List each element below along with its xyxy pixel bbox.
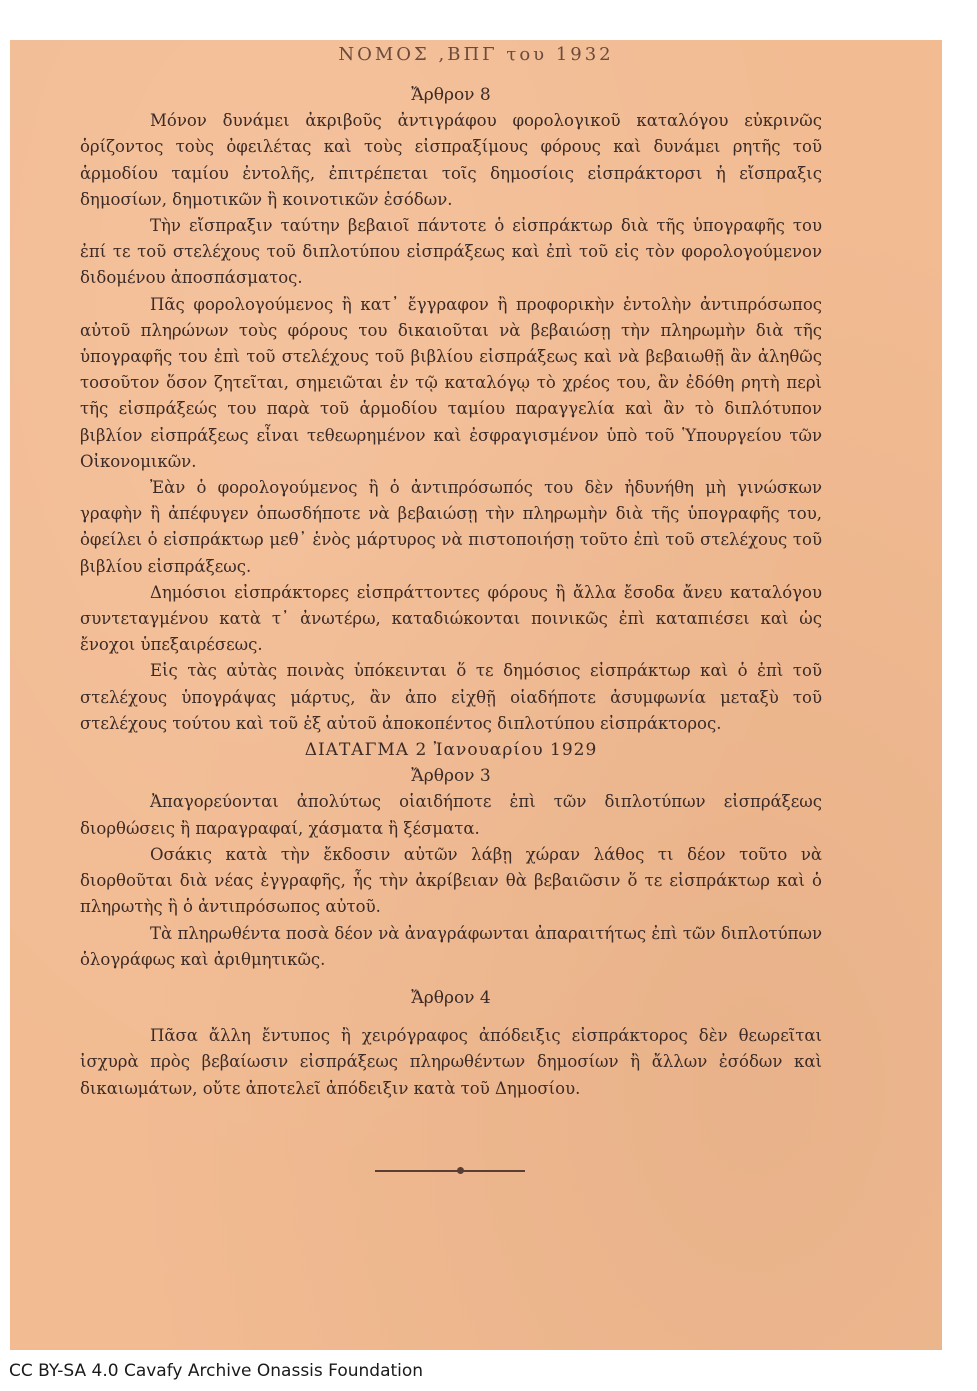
article-8-heading: Ἄρθρον 8 (411, 85, 491, 105)
article-8-paragraph-1: Μόνον δυνάμει ἀκριβοῦς ἀντιγράφου φορολογικοῦ καταλόγου εὐκρινῶς ὁρίζοντος τοὺς ὀφειλέτας καὶ τοὺς εἰσπραξίμους φόρους καὶ δυνάμει ρητῆς τοῦ ἁρμοδίου ταμίου ἐντολῆς, ἐπιτρέπεται τοῖς δημοσίοις εἰσπράκτορσι ἡ εἴσπραξις δημοσίων, δημοτικῶν ἢ κοινοτικῶν ἐσόδων. (80, 111, 822, 209)
divider-ornament-icon (457, 1167, 464, 1174)
article-3-paragraph-3: Τὰ πληρωθέντα ποσὰ δέον νὰ ἀναγράφωνται ἀπαραιτήτως ἐπὶ τῶν διπλοτύπων ὁλογράφως καὶ ἀριθμητικῶς. (80, 923, 822, 969)
spacer (80, 973, 822, 985)
document-page (10, 40, 942, 1350)
article-8-paragraph-2: Τὴν εἴσπραξιν ταύτην βεβαιοῖ πάντοτε ὁ εἰσπράκτωρ διὰ τῆς ὑπογραφῆς του ἐπί τε τοῦ στελέχους τοῦ διπλοτύπου εἰσπράξεως καὶ ἐπὶ τοῦ εἰς τὸν φορολογούμενον διδομένου ἀποσπάσματος. (80, 216, 822, 288)
closing-divider (375, 1170, 525, 1172)
document-body (80, 82, 822, 1102)
article-3-paragraph-2: Οσάκις κατὰ τὴν ἔκδοσιν αὐτῶν λάβῃ χώραν λάθος τι δέον τοῦτο νὰ διορθοῦται διὰ νέας ἐγγραφῆς, ἧς τὴν ἀκρίβειαν θὰ βεβαιῶσιν ὅ τε εἰσπράκτωρ καὶ ὁ πληρωτὴς ἢ ὁ ἀντιπρόσωπος αὐτοῦ. (80, 844, 822, 917)
page-header: ΝΟΜΟΣ ,ΒΠΓ του 1932 (338, 44, 614, 65)
article-4-paragraph-1: Πᾶσα ἄλλη ἔντυπος ἢ χειρόγραφος ἀπόδειξις εἰσπράκτορος δὲν θεωρεῖται ἰσχυρὰ πρὸς βεβαίωσιν εἰσπράξεως πληρωθέντων δημοσίων ἢ ἄλλων ἐσόδων καὶ δικαιωμάτων, οὔτε ἀποτελεῖ ἀπόδειξιν κατὰ τοῦ Δημοσίου. (80, 1026, 822, 1098)
article-8-paragraph-6: Εἰς τὰς αὐτὰς ποινὰς ὑπόκεινται ὅ τε δημόσιος εἰσπράκτωρ καὶ ὁ ἐπὶ τοῦ στελέχους ὑπογράψας μάρτυς, ἂν ἀπο εἰχθῇ οἱαδήποτε ἀσυμφωνία μεταξὺ τοῦ στελέχους τούτου καὶ τοῦ ἐξ αὐτοῦ ἀποκοπέντος διπλοτύπου εἰσπράκτορος. (80, 661, 822, 733)
spacer (80, 1011, 822, 1023)
article-4-heading: Ἄρθρον 4 (411, 987, 491, 1008)
license-caption: CC BY-SA 4.0 Cavafy Archive Onassis Foundation (9, 1361, 424, 1381)
article-8-paragraph-4: Ἐὰν ὁ φορολογούμενος ἢ ὁ ἀντιπρόσωπός του δὲν ἠδυνήθη μὴ γινώσκων γραφὴν ἢ ἀπέφυγεν ὁπωσδήποτε νὰ βεβαιώσῃ τὴν πληρωμὴν διὰ τῆς ὑπογραφῆς του, ὀφείλει ὁ εἰσπράκτωρ μεθ᾽ ἑνὸς μάρτυρος νὰ πιστοποιήσῃ τοῦτο ἐπὶ τοῦ στελέχους τοῦ βιβλίου εἰσπράξεως. (80, 478, 822, 576)
article-8-paragraph-3: Πᾶς φορολογούμενος ἢ κατ᾽ ἔγγραφον ἢ προφορικὴν ἐντολὴν ἀντιπρόσωπος αὐτοῦ πληρώνων τοὺς φόρους του δικαιοῦται νὰ βεβαιώσῃ τὴν πληρωμὴν διὰ τῆς ὑπογραφῆς του ἐπὶ τοῦ στελέχους τοῦ βιβλίου εἰσπράξεως καὶ νὰ βεβαιωθῇ ἂν ἀληθῶς τοσοῦτον ὅσον ζητεῖται, σημειῶται ἐν τῷ καταλόγῳ τὸ χρέος του, ἂν ἐδόθη ρητὴ περὶ τῆς εἰσπράξεώς του παρὰ τοῦ ἁρμοδίου ταμίου παραγγελία καὶ ἂν τὸ διπλότυπον βιβλίον εἰσπράξεως εἶναι τεθεωρημένον καὶ ἐσφραγισμένον ὑπὸ τοῦ Ὑπουργείου τῶν Οἰκονομικῶν. (80, 294, 822, 471)
article-3-heading: Ἄρθρον 3 (411, 766, 491, 787)
article-8-paragraph-5: Δημόσιοι εἰσπράκτορες εἰσπράττοντες φόρους ἢ ἄλλα ἔσοδα ἄνευ καταλόγου συντεταγμένου κατὰ τ᾽ ἀνωτέρω, καταδιώκονται ποινικῶς ἐπὶ καταπιέσει καὶ ὡς ἔνοχοι ὑπεξαιρέσεως. (80, 582, 822, 655)
decree-heading: ΔΙΑΤΑΓΜΑ 2 Ἰανουαρίου 1929 (304, 740, 598, 761)
article-3-paragraph-1: Ἀπαγορεύονται ἀπολύτως οἱαιδήποτε ἐπὶ τῶν διπλοτύπων εἰσπράξεως διορθώσεις ἢ παραγραφαί, χάσματα ἢ ξέσματα. (80, 792, 822, 838)
